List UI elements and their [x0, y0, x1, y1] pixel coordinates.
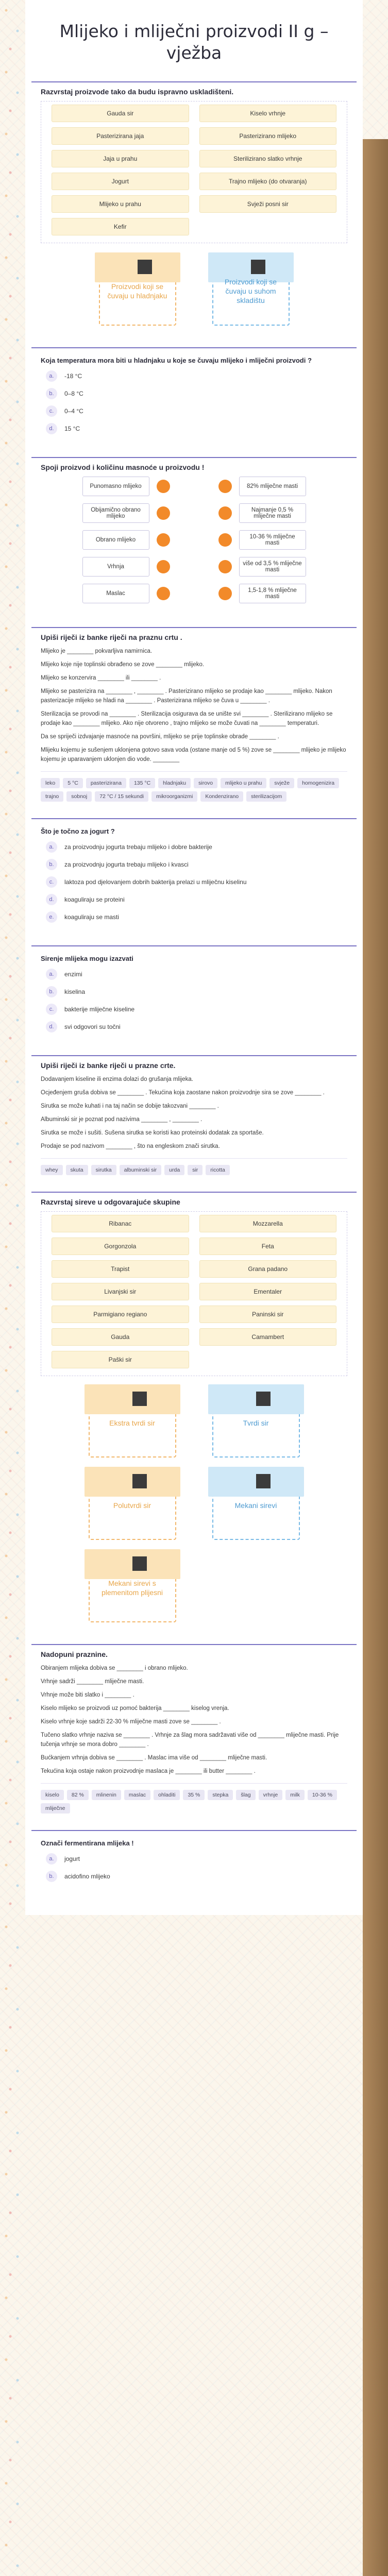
drag-chip[interactable]: Parmigiano regiano: [52, 1306, 189, 1323]
cloze-line: Ocjeđenjem gruša dobiva se ________ . Tekućina koja zaostane nakon proizvodnje sira se zove ________ .: [41, 1090, 325, 1096]
match-right-item[interactable]: 82% mliječne masti: [239, 477, 306, 496]
match-left-item[interactable]: Maslac: [82, 584, 149, 603]
word-chip[interactable]: hladnjaku: [158, 778, 191, 788]
word-chip[interactable]: vrhnje: [259, 1790, 283, 1800]
section-heading: Upiši riječi iz banke riječi na praznu crtu .: [41, 633, 182, 641]
answer-option[interactable]: [46, 876, 347, 888]
match-left-dot[interactable]: [157, 480, 170, 493]
word-chip[interactable]: albuminski sir: [120, 1165, 162, 1175]
drop-zone-fridge[interactable]: [99, 257, 176, 326]
drop-zone-label: Polutvrdi sir: [113, 1501, 151, 1510]
word-chip[interactable]: mlinenin: [92, 1790, 121, 1800]
answer-option[interactable]: [46, 894, 347, 905]
match-right-item[interactable]: više od 3,5 % mliječne masti: [239, 557, 306, 577]
option-text: -18 °C: [64, 372, 82, 380]
cloze-line: Tekućina koja ostaje nakon proizvodnje maslaca je ________ ili butter ________ .: [41, 1768, 256, 1774]
drop-zone-semi-hard[interactable]: [89, 1471, 176, 1540]
option-text: 0–4 °C: [64, 408, 83, 415]
drop-zone-dry-storage[interactable]: [212, 257, 290, 326]
option-text: acidofino mlijeko: [64, 1873, 110, 1880]
word-chip[interactable]: mikroorganizmi: [151, 791, 197, 802]
section-cheese-cloze: [31, 1055, 357, 1187]
word-chip[interactable]: 72 °C / 15 sekundi: [95, 791, 148, 802]
section-heading: Razvrstaj sireve u odgovarajuće skupine: [41, 1198, 180, 1206]
cloze-line: Sirutka se može kuhati i na taj način se dobije takozvani ________ .: [41, 1103, 219, 1109]
word-chip[interactable]: whey: [41, 1165, 63, 1175]
question-text: Što je točno za jogurt ?: [41, 827, 115, 835]
option-text: koaguliraju se masti: [64, 913, 120, 921]
drag-chip[interactable]: Mozzarella: [199, 1215, 337, 1232]
match-right-item[interactable]: 1,5-1,8 % mliječne masti: [239, 584, 306, 603]
word-chip[interactable]: sir: [188, 1165, 203, 1175]
option-text: koaguliraju se proteini: [64, 896, 125, 903]
match-row: [41, 477, 347, 496]
ribbon-decoration: [208, 1384, 304, 1414]
answer-option[interactable]: [46, 1004, 347, 1015]
drag-chip[interactable]: Trapist: [52, 1260, 189, 1278]
cloze-line: Mlijeku kojemu je sušenjem uklonjena gotovo sava voda (ostane manje od 5 %) zove se ________ mlijeko je mlijeko kojemu je uparavanjem uklonjen dio vode. ________: [41, 747, 346, 762]
match-left-dot[interactable]: [157, 587, 170, 600]
section-fat-matching: [31, 457, 357, 622]
match-left-item[interactable]: Obijamično obrano mlijeko: [82, 503, 149, 523]
option-text: za proizvodnju jogurta trebaju mlijeko i dobre bakterije: [64, 843, 212, 851]
answer-option[interactable]: [46, 911, 347, 923]
cloze-line: Vrhnje sadrži ________ mliječne masti.: [41, 1679, 144, 1685]
cloze-line: Albuminski sir je poznat pod nazivima ________ , ________ .: [41, 1116, 203, 1123]
drag-chip[interactable]: Livanjski sir: [52, 1283, 189, 1300]
option-text: jogurt: [64, 1855, 80, 1862]
drag-chip[interactable]: Camambert: [199, 1328, 337, 1346]
word-bank: [41, 771, 347, 802]
drag-chip[interactable]: Pasterizirana jaja: [52, 127, 189, 145]
option-text: bakterije mliječne kiseline: [64, 1006, 135, 1013]
answer-option[interactable]: [46, 405, 347, 417]
option-letter: d.: [46, 423, 57, 434]
drag-chip[interactable]: Pasterizirano mlijeko: [199, 127, 337, 145]
option-letter: b.: [46, 986, 57, 997]
drop-zones: [41, 243, 347, 331]
drop-zone-label: Mekani sirevi s plemenitom plijesni: [101, 1579, 163, 1597]
drag-chip[interactable]: Jogurt: [52, 173, 189, 190]
drop-zone-label: Mekani sirevi: [234, 1501, 277, 1510]
section-storage-sort: [31, 81, 357, 342]
cloze-line: Kiselo vrhnje koje sadrži 22-30 % mliječne masti zove se ________ .: [41, 1719, 221, 1725]
page-title: Mlijeko i mliječni proizvodi II g – vježba: [59, 21, 329, 63]
drop-zone-hard[interactable]: [212, 1388, 300, 1458]
answer-option[interactable]: [46, 423, 347, 434]
drop-zones: [41, 1376, 347, 1628]
drag-chip[interactable]: Ementaler: [199, 1283, 337, 1300]
title-box: [50, 0, 339, 76]
drag-chip[interactable]: Gauda sir: [52, 105, 189, 122]
cloze-line: Prodaje se pod nazivom ________ , što na engleskom znači sirutka.: [41, 1143, 220, 1149]
cloze-line: Kiselo mlijeko se proizvodi uz pomoć bakterija ________ kiselog vrenja.: [41, 1705, 229, 1711]
word-chip[interactable]: ohladiti: [154, 1790, 180, 1800]
drop-zone-extra-hard[interactable]: [89, 1388, 176, 1458]
ribbon-decoration: [85, 1384, 180, 1414]
drag-chip[interactable]: Kiselo vrhnje: [199, 105, 337, 122]
answer-option[interactable]: [46, 1021, 347, 1032]
cloze-line: Mlijeko je ________ pokvarljiva namirnica.: [41, 648, 153, 654]
drop-zone-label: Tvrdi sir: [243, 1419, 269, 1427]
cloze-line: Mlijeko se pasterizira na ________ , ________ . Pasterizirano mlijeko se prodaje kao ________ mlijeko. Nakon pasterizacije mlijeko se hladi na ________ . Pasterizirana mlijeko se čuva u ________ .: [41, 688, 332, 704]
section-milk-cloze: [31, 627, 357, 813]
drag-chip[interactable]: Kefir: [52, 218, 189, 235]
match-right-dot[interactable]: [218, 587, 232, 600]
answer-option[interactable]: [46, 841, 347, 853]
section-fermented: [31, 1830, 357, 1900]
question-text: Koja temperatura mora biti u hladnjaku u koje se čuvaju mlijeko i mliječni proizvodi ?: [41, 357, 312, 364]
option-text: 15 °C: [64, 425, 80, 432]
word-chip[interactable]: mlijeko u prahu: [221, 778, 266, 788]
match-left-item[interactable]: Punomasno mlijeko: [82, 477, 149, 496]
question-text: Označi fermentirana mlijeka !: [41, 1839, 134, 1847]
answer-option[interactable]: [46, 1853, 347, 1865]
match-row: [41, 584, 347, 603]
section-curdling: [31, 945, 357, 1050]
drop-zone-soft[interactable]: [212, 1471, 300, 1540]
option-letter: c.: [46, 1004, 57, 1015]
word-chip[interactable]: pasterizirana: [86, 778, 126, 788]
drag-chip[interactable]: Gorgonzola: [52, 1238, 189, 1255]
match-right-item[interactable]: 10-36 % mliječne masti: [239, 530, 306, 550]
cloze-line: Obiranjem mlijeka dobiva se ________ i obrano mlijeko.: [41, 1665, 188, 1671]
match-row: [41, 530, 347, 550]
section-fridge-temperature: [31, 347, 357, 452]
cloze-line: Mlijeko koje nije toplinski obrađeno se zove ________ mlijeko.: [41, 662, 205, 668]
word-chip[interactable]: leko: [41, 778, 60, 788]
section-heading: Spoji proizvod i količinu masnoće u proizvodu !: [41, 463, 205, 471]
option-letter: c.: [46, 405, 57, 417]
drop-zone-label: Ekstra tvrdi sir: [109, 1419, 155, 1427]
drag-chip[interactable]: Grana padano: [199, 1260, 337, 1278]
word-chip[interactable]: skuta: [66, 1165, 88, 1175]
option-letter: b.: [46, 859, 57, 870]
drag-chip[interactable]: Mlijeko u prahu: [52, 195, 189, 213]
cloze-line: Sterilizacija se provodi na ________ . Sterilizacija osigurava da se unište svi ________ . Sterilizirano mlijeko se prodaje kao ________ mlijeko. Ako nije otvoreno , trajno mlijeko se može čuvati na ________ temperaturi.: [41, 711, 333, 726]
question-text: Sirenje mlijeka mogu izazvati: [41, 955, 133, 962]
word-chip[interactable]: sobnoj: [66, 791, 92, 802]
answer-option[interactable]: [46, 370, 347, 382]
match-left-dot[interactable]: [157, 533, 170, 547]
option-text: enzimi: [64, 971, 82, 978]
option-text: 0–8 °C: [64, 390, 83, 397]
drop-zone-label: Proizvodi koji se čuvaju u hladnjaku: [107, 282, 167, 300]
ribbon-decoration: [95, 252, 180, 282]
answer-option[interactable]: [46, 986, 347, 997]
word-chip[interactable]: maslac: [124, 1790, 150, 1800]
answer-option[interactable]: [46, 969, 347, 980]
word-chip[interactable]: milk: [285, 1790, 305, 1800]
cloze-line: Dodavanjem kiseline ili enzima dolazi do grušanja mlijeka.: [41, 1076, 193, 1082]
match-right-dot[interactable]: [218, 560, 232, 573]
sort-chip-grid: [41, 101, 347, 243]
answer-option[interactable]: [46, 388, 347, 399]
drag-chip[interactable]: Jaja u prahu: [52, 150, 189, 167]
match-left-dot[interactable]: [157, 560, 170, 573]
section-cream-cloze: [31, 1644, 357, 1825]
word-chip[interactable]: 82 %: [67, 1790, 89, 1800]
drag-chip[interactable]: Feta: [199, 1238, 337, 1255]
word-chip[interactable]: stepka: [208, 1790, 233, 1800]
drop-zone-label: Proizvodi koji se čuvaju u suhom skladištu: [224, 278, 277, 304]
drag-chip[interactable]: Gauda: [52, 1328, 189, 1346]
option-text: za proizvodnju jogurta trebaju mlijeko i kvasci: [64, 861, 189, 868]
word-chip[interactable]: sirutka: [91, 1165, 116, 1175]
drop-zone-soft-mould[interactable]: [89, 1553, 176, 1622]
word-bank: [41, 1158, 347, 1175]
option-letter: d.: [46, 1021, 57, 1032]
option-letter: a.: [46, 841, 57, 853]
word-bank: [41, 1783, 347, 1814]
option-letter: a.: [46, 1853, 57, 1865]
option-letter: c.: [46, 876, 57, 888]
cloze-line: Mlijeko se konzervira ________ ili ________ .: [41, 675, 161, 681]
match-right-dot[interactable]: [218, 533, 232, 547]
sort-chip-grid: [41, 1211, 347, 1376]
word-chip[interactable]: 10-36 %: [308, 1790, 337, 1800]
word-chip[interactable]: šlag: [236, 1790, 255, 1800]
cloze-line: Vrhnje može biti slatko i ________ .: [41, 1692, 134, 1698]
word-chip[interactable]: svježe: [269, 778, 294, 788]
section-heading: Nadopuni praznine.: [41, 1650, 108, 1658]
match-left-dot[interactable]: [157, 506, 170, 520]
match-right-item[interactable]: Najmanje 0,5 % mliječne masti: [239, 503, 306, 523]
drag-chip[interactable]: Svježi posni sir: [199, 195, 337, 213]
ribbon-decoration: [208, 1467, 304, 1497]
drag-chip[interactable]: Ribanac: [52, 1215, 189, 1232]
ribbon-decoration: [85, 1549, 180, 1579]
option-letter: a.: [46, 370, 57, 382]
option-text: laktoza pod djelovanjem dobrih bakterija prelazi u mliječnu kiselinu: [64, 878, 247, 886]
cloze-line: Bućkanjem vrhnja dobiva se ________ . Maslac ima više od ________ mliječne masti.: [41, 1755, 267, 1761]
cloze-line: Da se spriječi izdvajanje masnoće na površini, mlijeko se prije toplinske obrade ________ .: [41, 734, 279, 740]
cloze-line: Tučeno slatko vrhnje naziva se ________ . Vrhnje za šlag mora sadržavati više od ________ mliječne masti. Prije tučenja vrhnje se mora dobro ________ .: [41, 1732, 339, 1748]
empty-slot: [199, 218, 337, 235]
word-chip[interactable]: 135 °C: [129, 778, 155, 788]
match-right-dot[interactable]: [218, 506, 232, 520]
section-cheese-sort: [31, 1192, 357, 1639]
section-heading: Razvrstaj proizvode tako da budu ispravno uskladišteni.: [41, 88, 234, 96]
option-text: kiselina: [64, 988, 86, 995]
word-chip[interactable]: trajno: [41, 791, 63, 802]
option-letter: a.: [46, 969, 57, 980]
match-left-item[interactable]: Vrhnja: [82, 557, 149, 577]
cloze-line: Sirutka se može i sušiti. Sušena sirutka se koristi kao proteinski dodatak za sportaše.: [41, 1130, 264, 1136]
word-chip[interactable]: homogenizira: [297, 778, 339, 788]
match-left-item[interactable]: Obrano mlijeko: [82, 530, 149, 550]
word-chip[interactable]: kiselo: [41, 1790, 64, 1800]
match-row: [41, 503, 347, 523]
drag-chip[interactable]: Paninski sir: [199, 1306, 337, 1323]
ribbon-decoration: [85, 1467, 180, 1497]
option-letter: b.: [46, 1871, 57, 1882]
word-chip[interactable]: 5 °C: [63, 778, 83, 788]
option-text: svi odgovori su točni: [64, 1023, 121, 1030]
match-row: [41, 557, 347, 577]
word-chip[interactable]: sterilizacijom: [246, 791, 286, 802]
section-heading: Upiši riječi iz banke riječi u prazne crte.: [41, 1061, 176, 1070]
option-letter: d.: [46, 894, 57, 905]
answer-option[interactable]: [46, 859, 347, 870]
worksheet: [25, 0, 363, 1915]
word-chip[interactable]: urda: [164, 1165, 184, 1175]
option-letter: b.: [46, 388, 57, 399]
word-chip[interactable]: Kondenzirano: [200, 791, 243, 802]
word-chip[interactable]: mliječne: [41, 1803, 70, 1814]
word-chip[interactable]: sirovo: [194, 778, 217, 788]
empty-slot: [199, 1351, 337, 1368]
match-right-dot[interactable]: [218, 480, 232, 493]
drag-chip[interactable]: Sterilizirano slatko vrhnje: [199, 150, 337, 167]
section-yogurt: [31, 818, 357, 940]
answer-option[interactable]: [46, 1871, 347, 1882]
word-chip[interactable]: 35 %: [183, 1790, 205, 1800]
drag-chip[interactable]: Paški sir: [52, 1351, 189, 1368]
word-chip[interactable]: ricotta: [206, 1165, 230, 1175]
drag-chip[interactable]: Trajno mlijeko (do otvaranja): [199, 173, 337, 190]
option-letter: e.: [46, 911, 57, 923]
